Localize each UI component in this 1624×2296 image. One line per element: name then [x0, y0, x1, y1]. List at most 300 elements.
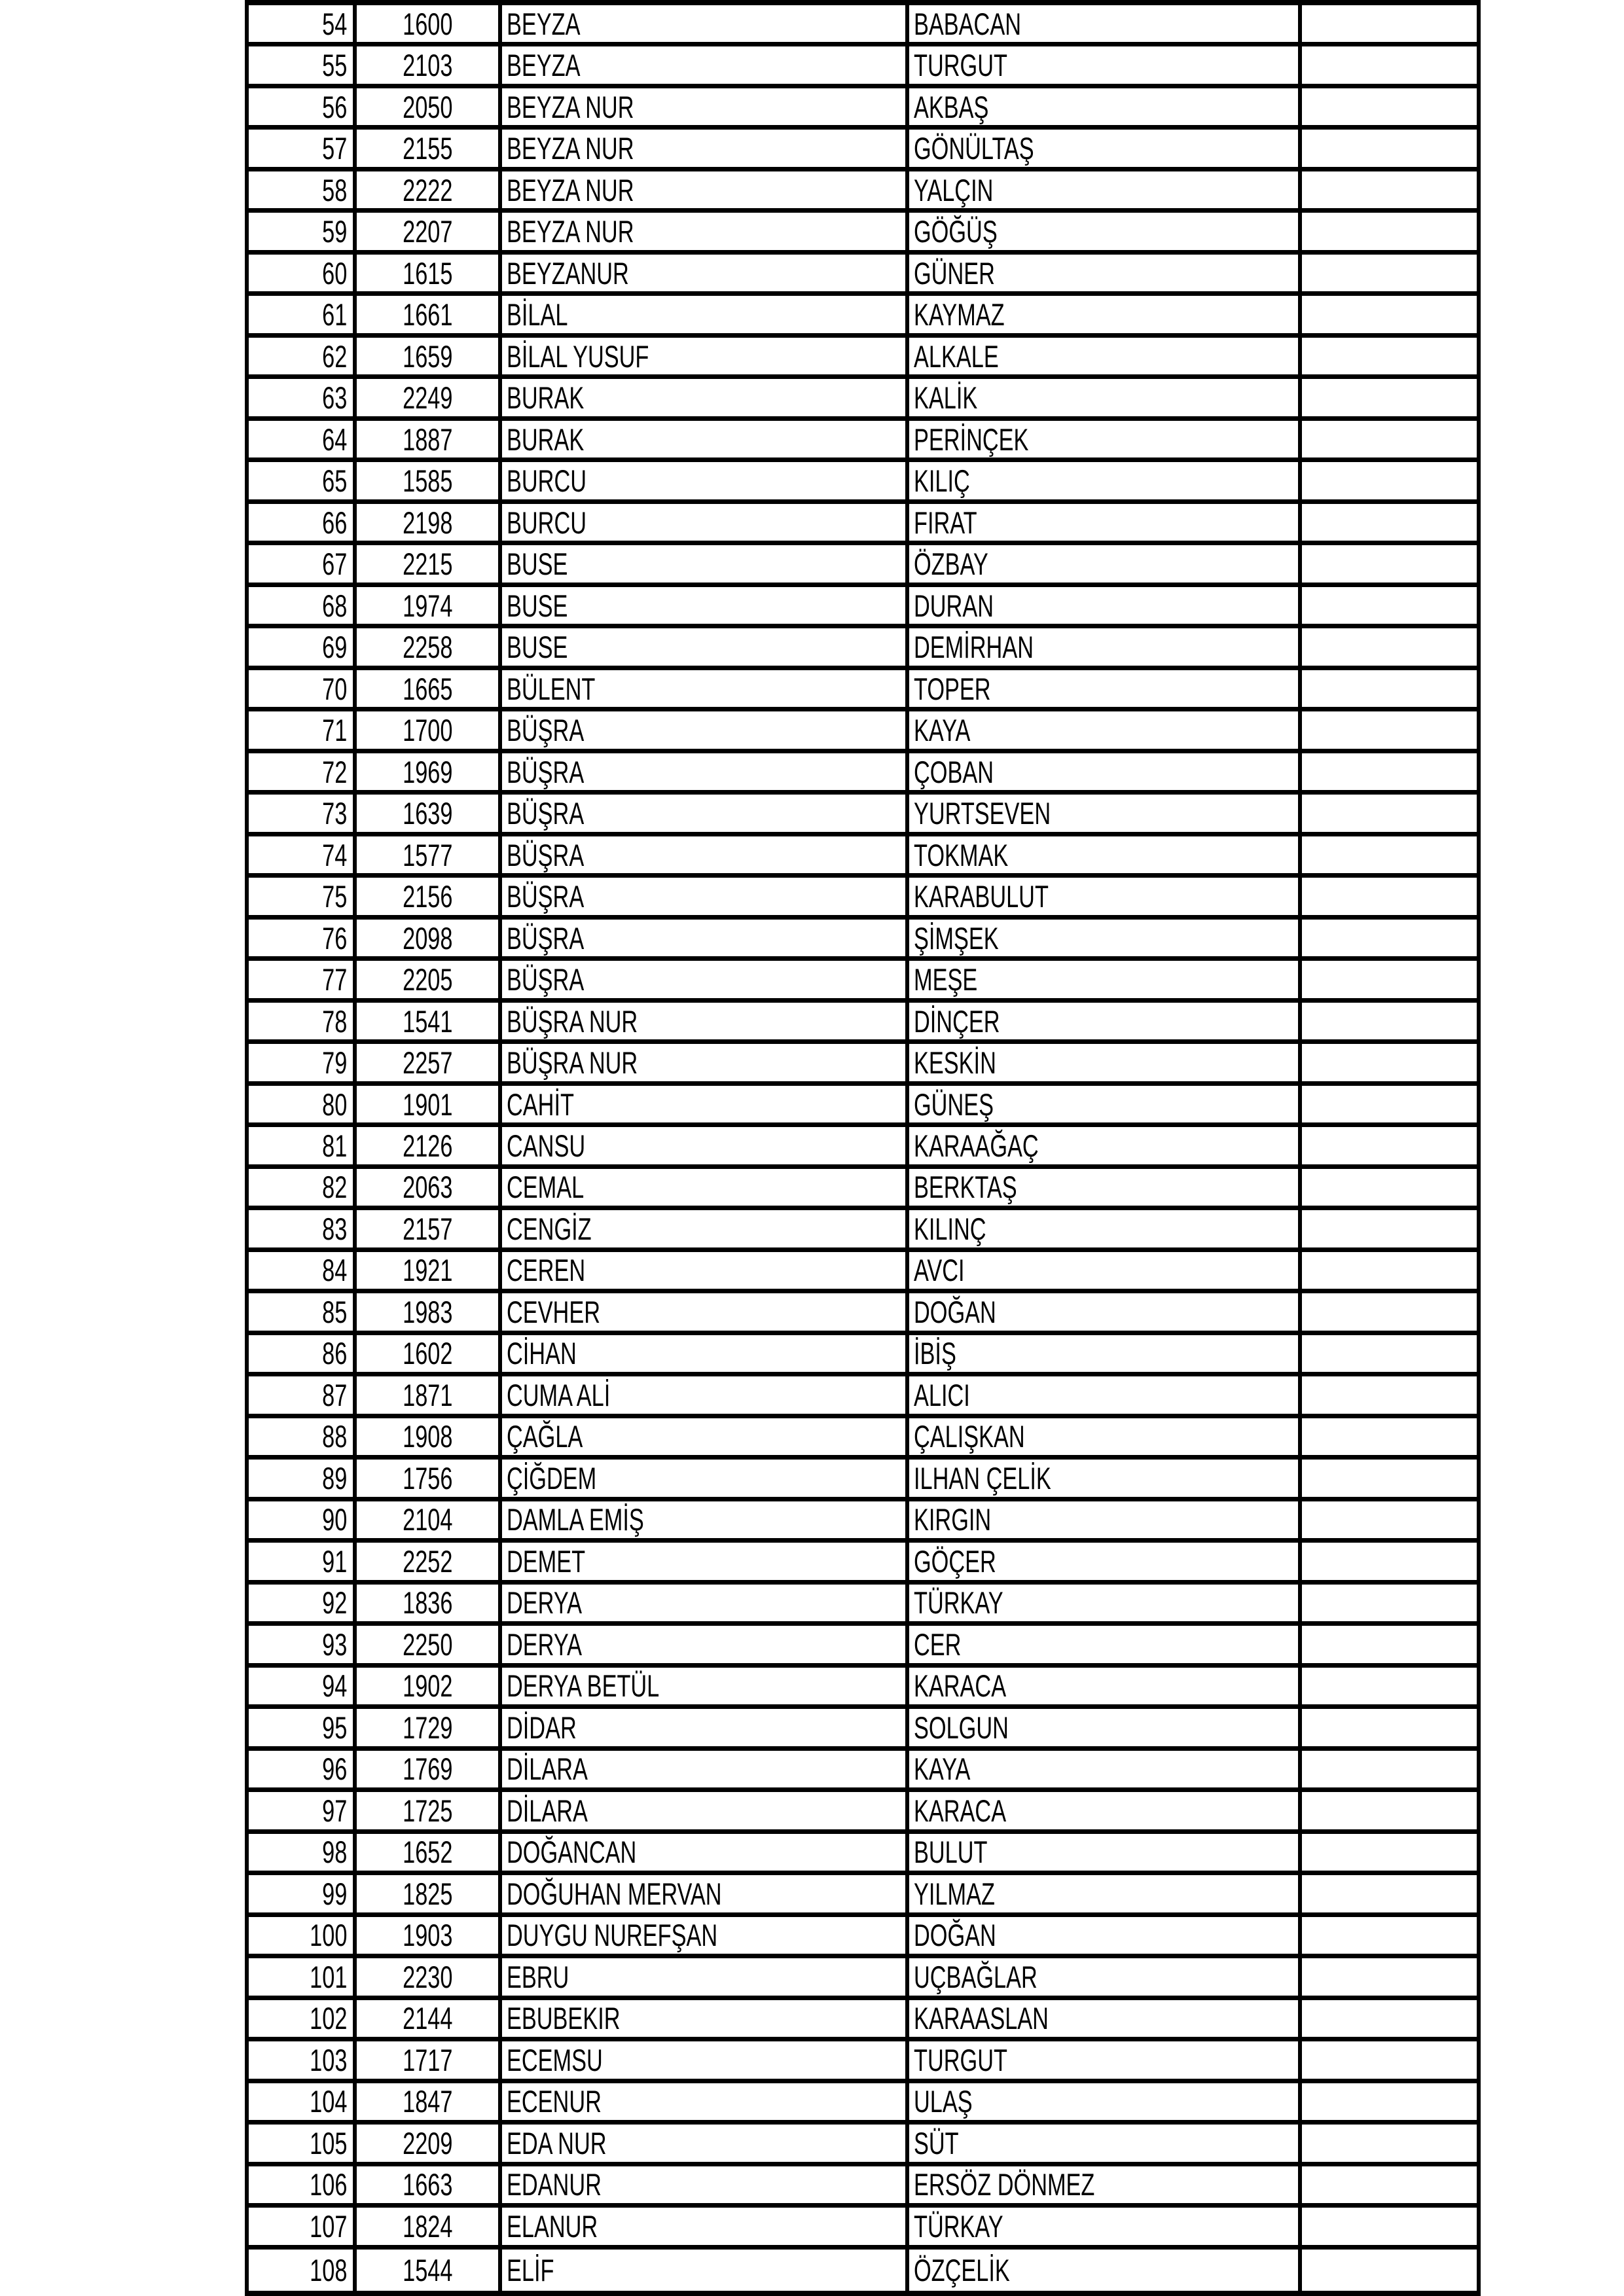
first-name-text: DAMLA EMİŞ — [507, 1502, 644, 1537]
table-row — [249, 379, 1477, 421]
table-row — [249, 338, 1477, 379]
row-number-cell — [249, 1044, 357, 1081]
list-number-text: 2205 — [402, 962, 453, 997]
row-number-cell — [249, 670, 357, 708]
list-number-text: 1974 — [402, 588, 453, 623]
empty-column-cell — [1302, 421, 1477, 457]
first-name-cell — [502, 1044, 909, 1081]
first-name-text: ECEMSU — [507, 2042, 603, 2077]
empty-column-cell — [1302, 2125, 1477, 2161]
row-number-text: 88 — [321, 1419, 347, 1454]
table-row — [249, 961, 1477, 1003]
list-number-cell — [357, 462, 502, 499]
list-number-text: 1717 — [402, 2042, 453, 2077]
last-name-text: FIRAT — [914, 505, 977, 540]
list-number-cell — [357, 1293, 502, 1331]
empty-column-cell — [1302, 1709, 1477, 1746]
table-row — [249, 2125, 1477, 2166]
table-row — [249, 2166, 1477, 2208]
last-name-cell — [909, 2208, 1302, 2244]
row-number-text: 73 — [321, 796, 347, 831]
empty-column-cell — [1302, 1626, 1477, 1662]
row-number-cell — [249, 1792, 357, 1829]
last-name-text: ERSÖZ DÖNMEZ — [914, 2167, 1095, 2202]
empty-column-cell — [1302, 711, 1477, 748]
list-number-text: 1836 — [402, 1585, 453, 1621]
first-name-cell — [502, 628, 909, 665]
row-number-text: 97 — [321, 1793, 347, 1828]
empty-column-cell — [1302, 1003, 1477, 1039]
list-number-cell — [357, 628, 502, 665]
row-number-text: 105 — [309, 2125, 347, 2161]
table-row — [249, 1709, 1477, 1750]
row-number-text: 72 — [321, 754, 347, 789]
list-number-cell — [357, 338, 502, 374]
row-number-cell — [249, 961, 357, 998]
last-name-text: GÖNÜLTAŞ — [914, 131, 1034, 166]
last-name-cell — [909, 1751, 1302, 1787]
list-number-text: 2098 — [402, 920, 453, 956]
list-number-text: 2249 — [402, 380, 453, 416]
empty-column-cell — [1302, 587, 1477, 624]
row-number-cell — [249, 504, 357, 541]
table-row — [249, 255, 1477, 296]
row-number-text: 59 — [321, 214, 347, 249]
list-number-text: 1544 — [402, 2252, 453, 2287]
last-name-text: SÜT — [914, 2125, 959, 2161]
first-name-text: BEYZA NUR — [507, 89, 634, 124]
row-number-cell — [249, 1668, 357, 1705]
list-number-cell — [357, 2000, 502, 2037]
list-number-text: 1901 — [402, 1086, 453, 1122]
table-row — [249, 1626, 1477, 1667]
first-name-text: BÜŞRA NUR — [507, 1045, 638, 1080]
list-number-cell — [357, 961, 502, 998]
first-name-text: DİLARA — [507, 1751, 588, 1787]
row-number-text: 98 — [321, 1835, 347, 1870]
first-name-cell — [502, 753, 909, 790]
empty-column-cell — [1302, 338, 1477, 374]
last-name-text: GÖĞÜŞ — [914, 214, 998, 249]
row-number-cell — [249, 2000, 357, 2037]
list-number-text: 1659 — [402, 338, 453, 374]
list-number-text: 1665 — [402, 671, 453, 706]
empty-column-cell — [1302, 1792, 1477, 1829]
last-name-cell — [909, 130, 1302, 166]
last-name-text: CER — [914, 1626, 962, 1662]
row-number-text: 103 — [309, 2042, 347, 2077]
list-number-cell — [357, 1335, 502, 1372]
last-name-cell — [909, 1917, 1302, 1954]
table-row — [249, 2083, 1477, 2125]
list-number-cell — [357, 5, 502, 42]
first-name-cell — [502, 1418, 909, 1455]
last-name-cell — [909, 2166, 1302, 2204]
last-name-text: MEŞE — [914, 962, 978, 997]
first-name-cell — [502, 1003, 909, 1039]
empty-column-cell — [1302, 2208, 1477, 2244]
last-name-cell — [909, 379, 1302, 416]
last-name-text: UÇBAĞLAR — [914, 1959, 1038, 1994]
row-number-cell — [249, 1626, 357, 1662]
list-number-cell — [357, 1044, 502, 1081]
last-name-cell — [909, 1668, 1302, 1705]
empty-column-cell — [1302, 2166, 1477, 2204]
last-name-text: PERİNÇEK — [914, 422, 1029, 457]
last-name-cell — [909, 587, 1302, 624]
first-name-cell — [502, 1460, 909, 1497]
table-row — [249, 1127, 1477, 1168]
list-number-text: 1725 — [402, 1793, 453, 1828]
row-number-cell — [249, 2166, 357, 2204]
empty-column-cell — [1302, 1335, 1477, 1372]
first-name-text: DERYA — [507, 1626, 583, 1662]
row-number-text: 71 — [321, 713, 347, 748]
last-name-text: ÖZBAY — [914, 547, 988, 582]
first-name-text: DOĞUHAN MERVAN — [507, 1876, 722, 1911]
table-row — [249, 462, 1477, 504]
row-number-text: 74 — [321, 837, 347, 872]
first-name-cell — [502, 1335, 909, 1372]
list-number-text: 1847 — [402, 2084, 453, 2119]
row-number-cell — [249, 1501, 357, 1538]
list-number-text: 1887 — [402, 422, 453, 457]
row-number-text: 93 — [321, 1626, 347, 1662]
row-number-text: 82 — [321, 1170, 347, 1205]
last-name-text: KILINÇ — [914, 1211, 986, 1246]
row-number-cell — [249, 1917, 357, 1954]
row-number-text: 66 — [321, 505, 347, 540]
row-number-text: 86 — [321, 1336, 347, 1371]
first-name-cell — [502, 1709, 909, 1746]
row-number-text: 56 — [321, 89, 347, 124]
last-name-cell — [909, 2000, 1302, 2037]
list-number-cell — [357, 255, 502, 291]
list-number-cell — [357, 2208, 502, 2244]
last-name-cell — [909, 545, 1302, 582]
list-number-cell — [357, 2125, 502, 2161]
first-name-text: DUYGU NUREFŞAN — [507, 1918, 718, 1953]
first-name-cell — [502, 1626, 909, 1662]
row-number-cell — [249, 711, 357, 748]
table-row — [249, 753, 1477, 795]
empty-column-cell — [1302, 1834, 1477, 1871]
first-name-text: BEYZA NUR — [507, 172, 634, 207]
last-name-cell — [909, 338, 1302, 374]
first-name-cell — [502, 255, 909, 291]
row-number-text: 79 — [321, 1045, 347, 1080]
last-name-cell — [909, 2041, 1302, 2078]
list-number-text: 1585 — [402, 463, 453, 499]
empty-column-cell — [1302, 795, 1477, 832]
list-number-cell — [357, 670, 502, 708]
table-row — [249, 504, 1477, 545]
first-name-cell — [502, 2083, 909, 2121]
empty-column-cell — [1302, 920, 1477, 956]
first-name-cell — [502, 2166, 909, 2204]
first-name-text: DERYA BETÜL — [507, 1668, 660, 1704]
last-name-cell — [909, 795, 1302, 832]
empty-column-cell — [1302, 379, 1477, 416]
last-name-text: DOĞAN — [914, 1294, 996, 1329]
last-name-text: BERKTAŞ — [914, 1170, 1017, 1205]
table-row — [249, 2250, 1477, 2291]
first-name-cell — [502, 1376, 909, 1414]
first-name-text: BUSE — [507, 630, 568, 665]
last-name-text: DEMİRHAN — [914, 630, 1034, 665]
last-name-cell — [909, 753, 1302, 790]
row-number-cell — [249, 1210, 357, 1247]
table-row — [249, 1501, 1477, 1543]
row-number-cell — [249, 5, 357, 42]
row-number-cell — [249, 1252, 357, 1289]
row-number-cell — [249, 1293, 357, 1331]
list-number-cell — [357, 1751, 502, 1787]
first-name-text: BÜŞRA — [507, 962, 585, 997]
empty-column-cell — [1302, 753, 1477, 790]
list-number-text: 2063 — [402, 1170, 453, 1205]
last-name-text: GÜNER — [914, 255, 995, 291]
first-name-text: CEMAL — [507, 1170, 585, 1205]
row-number-text: 54 — [321, 6, 347, 41]
first-name-text: BUSE — [507, 547, 568, 582]
last-name-text: ULAŞ — [914, 2084, 973, 2119]
last-name-text: YALÇIN — [914, 172, 994, 207]
first-name-text: BEYZA — [507, 6, 581, 41]
last-name-cell — [909, 1875, 1302, 1912]
row-number-text: 58 — [321, 172, 347, 207]
list-number-cell — [357, 2041, 502, 2078]
last-name-text: YILMAZ — [914, 1876, 995, 1911]
table-row — [249, 2208, 1477, 2249]
empty-column-cell — [1302, 1293, 1477, 1331]
first-name-cell — [502, 1127, 909, 1164]
empty-column-cell — [1302, 1418, 1477, 1455]
table-row — [249, 1210, 1477, 1251]
list-number-text: 1908 — [402, 1419, 453, 1454]
last-name-text: DOĞAN — [914, 1918, 996, 1953]
row-number-cell — [249, 2041, 357, 2078]
list-number-text: 2050 — [402, 89, 453, 124]
row-number-text: 99 — [321, 1876, 347, 1911]
table-row — [249, 545, 1477, 586]
row-number-text: 61 — [321, 297, 347, 332]
last-name-cell — [909, 878, 1302, 915]
row-number-text: 81 — [321, 1128, 347, 1163]
list-number-cell — [357, 1169, 502, 1206]
row-number-cell — [249, 545, 357, 582]
list-number-cell — [357, 1086, 502, 1123]
empty-column-cell — [1302, 878, 1477, 915]
last-name-cell — [909, 1376, 1302, 1414]
last-name-text: TÜRKAY — [914, 2208, 1003, 2244]
list-number-text: 2144 — [402, 2001, 453, 2036]
last-name-text: TURGUT — [914, 48, 1007, 83]
row-number-text: 100 — [309, 1918, 347, 1953]
first-name-text: BURAK — [507, 380, 585, 416]
table-row — [249, 421, 1477, 462]
first-name-cell — [502, 2000, 909, 2037]
table-row — [249, 1668, 1477, 1710]
row-number-cell — [249, 255, 357, 291]
last-name-cell — [909, 1044, 1302, 1081]
row-number-text: 101 — [309, 1959, 347, 1994]
list-number-text: 1729 — [402, 1710, 453, 1745]
list-number-text: 2258 — [402, 630, 453, 665]
list-number-text: 2103 — [402, 48, 453, 83]
last-name-text: KARABULUT — [914, 879, 1049, 914]
last-name-text: SOLGUN — [914, 1710, 1009, 1745]
first-name-text: EDA NUR — [507, 2125, 607, 2161]
first-name-cell — [502, 587, 909, 624]
table-row — [249, 836, 1477, 878]
first-name-cell — [502, 379, 909, 416]
table-row — [249, 1543, 1477, 1584]
first-name-text: BÜŞRA — [507, 713, 585, 748]
first-name-text: CUMA ALİ — [507, 1377, 611, 1412]
list-number-cell — [357, 1668, 502, 1705]
last-name-cell — [909, 1543, 1302, 1579]
list-number-cell — [357, 1585, 502, 1622]
table-row — [249, 130, 1477, 171]
first-name-text: CAHİT — [507, 1086, 574, 1122]
row-number-text: 62 — [321, 338, 347, 374]
first-name-text: CEREN — [507, 1253, 586, 1288]
last-name-cell — [909, 711, 1302, 748]
last-name-text: ILHAN ÇELİK — [914, 1460, 1051, 1496]
row-number-cell — [249, 628, 357, 665]
last-name-cell — [909, 171, 1302, 209]
last-name-text: ALKALE — [914, 338, 999, 374]
first-name-text: BUSE — [507, 588, 568, 623]
first-name-cell — [502, 1086, 909, 1123]
last-name-text: GÖÇER — [914, 1543, 996, 1579]
first-name-cell — [502, 1875, 909, 1912]
table-row — [249, 1376, 1477, 1418]
list-number-text: 1903 — [402, 1918, 453, 1953]
row-number-cell — [249, 795, 357, 832]
first-name-text: BÜŞRA — [507, 837, 585, 872]
last-name-cell — [909, 1460, 1302, 1497]
empty-column-cell — [1302, 171, 1477, 209]
first-name-text: BÜŞRA — [507, 879, 585, 914]
row-number-text: 78 — [321, 1003, 347, 1039]
row-number-cell — [249, 920, 357, 956]
first-name-cell — [502, 338, 909, 374]
row-number-text: 55 — [321, 48, 347, 83]
first-name-text: ELİF — [507, 2252, 554, 2287]
row-number-cell — [249, 296, 357, 333]
first-name-text: DİLARA — [507, 1793, 588, 1828]
table-row — [249, 628, 1477, 670]
last-name-cell — [909, 1626, 1302, 1662]
list-number-text: 2230 — [402, 1959, 453, 1994]
first-name-cell — [502, 1958, 909, 1996]
empty-column-cell — [1302, 2250, 1477, 2291]
list-number-cell — [357, 1834, 502, 1871]
row-number-cell — [249, 1834, 357, 1871]
last-name-text: DİNÇER — [914, 1003, 1000, 1039]
first-name-cell — [502, 1917, 909, 1954]
first-name-cell — [502, 1792, 909, 1829]
first-name-text: DOĞANCAN — [507, 1835, 637, 1870]
row-number-cell — [249, 2250, 357, 2291]
list-number-cell — [357, 46, 502, 83]
first-name-cell — [502, 1543, 909, 1579]
row-number-text: 83 — [321, 1211, 347, 1246]
row-number-cell — [249, 1460, 357, 1497]
list-number-text: 2126 — [402, 1128, 453, 1163]
list-number-cell — [357, 171, 502, 209]
first-name-cell — [502, 1169, 909, 1206]
list-number-cell — [357, 1917, 502, 1954]
list-number-text: 2155 — [402, 131, 453, 166]
first-name-cell — [502, 920, 909, 956]
list-number-cell — [357, 2166, 502, 2204]
last-name-cell — [909, 836, 1302, 873]
list-number-text: 2157 — [402, 1211, 453, 1246]
row-number-cell — [249, 1003, 357, 1039]
empty-column-cell — [1302, 1543, 1477, 1579]
row-number-text: 75 — [321, 879, 347, 914]
table-row — [249, 213, 1477, 254]
list-number-cell — [357, 1958, 502, 1996]
empty-column-cell — [1302, 1460, 1477, 1497]
empty-column-cell — [1302, 462, 1477, 499]
row-number-cell — [249, 1709, 357, 1746]
empty-column-cell — [1302, 2041, 1477, 2078]
last-name-cell — [909, 46, 1302, 83]
row-number-text: 106 — [309, 2167, 347, 2202]
empty-column-cell — [1302, 1169, 1477, 1206]
list-number-cell — [357, 1709, 502, 1746]
empty-column-cell — [1302, 296, 1477, 333]
first-name-cell — [502, 1293, 909, 1331]
list-number-text: 2250 — [402, 1626, 453, 1662]
list-number-cell — [357, 836, 502, 873]
row-number-text: 95 — [321, 1710, 347, 1745]
last-name-cell — [909, 462, 1302, 499]
first-name-cell — [502, 421, 909, 457]
last-name-text: KARAAĞAÇ — [914, 1128, 1039, 1163]
row-number-cell — [249, 753, 357, 790]
table-row — [249, 878, 1477, 920]
last-name-text: KESKİN — [914, 1045, 996, 1080]
first-name-text: BURCU — [507, 505, 587, 540]
list-number-text: 2257 — [402, 1045, 453, 1080]
table-row — [249, 1418, 1477, 1460]
list-number-cell — [357, 753, 502, 790]
row-number-cell — [249, 1751, 357, 1787]
row-number-text: 92 — [321, 1585, 347, 1621]
first-name-text: CİHAN — [507, 1336, 577, 1371]
list-number-cell — [357, 88, 502, 126]
first-name-cell — [502, 1834, 909, 1871]
first-name-cell — [502, 88, 909, 126]
row-number-text: 65 — [321, 463, 347, 499]
empty-column-cell — [1302, 545, 1477, 582]
table-row — [249, 670, 1477, 712]
table-row — [249, 1086, 1477, 1128]
first-name-cell — [502, 795, 909, 832]
row-number-cell — [249, 1335, 357, 1372]
list-number-text: 2156 — [402, 879, 453, 914]
row-number-text: 91 — [321, 1543, 347, 1579]
list-number-text: 2215 — [402, 547, 453, 582]
first-name-text: BÜŞRA — [507, 796, 585, 831]
row-number-cell — [249, 1086, 357, 1123]
table-row — [249, 2000, 1477, 2041]
